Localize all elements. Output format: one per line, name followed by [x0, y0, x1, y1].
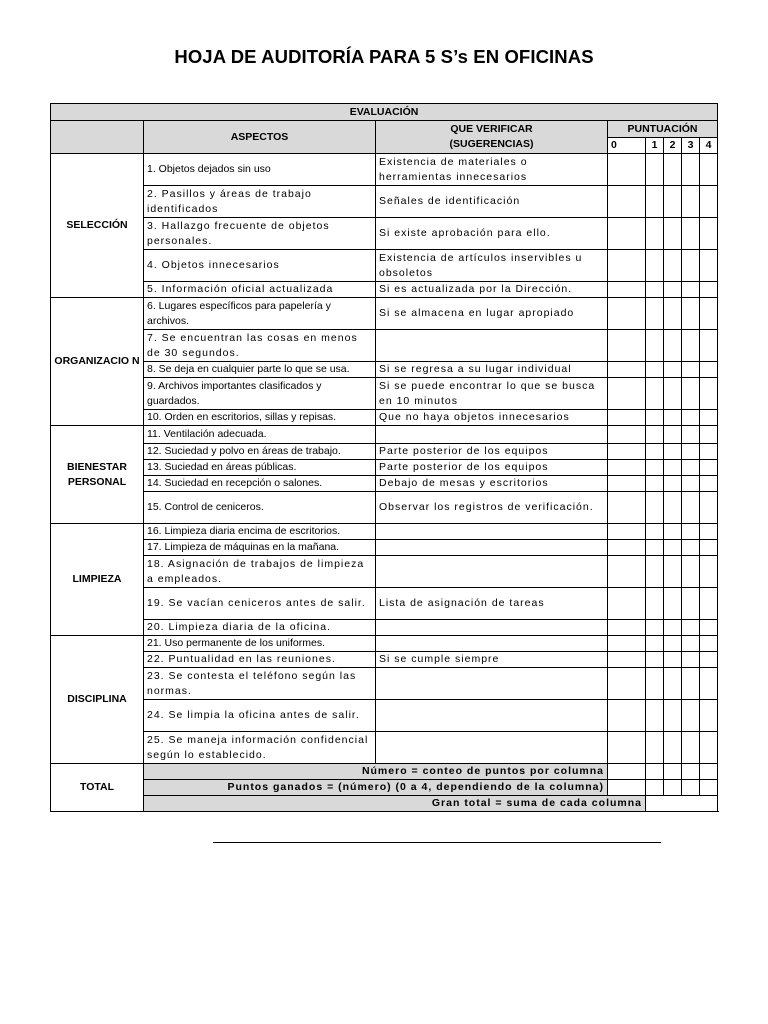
- score-cell-1[interactable]: [646, 524, 664, 540]
- score-cell-1[interactable]: [646, 298, 664, 330]
- aspect-cell: 22. Puntualidad en las reuniones.: [144, 652, 376, 668]
- table-row: [51, 732, 718, 764]
- score-cell-4[interactable]: [700, 218, 718, 250]
- aspect-cell: 3. Hallazgo frecuente de objetos personales.: [144, 218, 376, 250]
- verify-cell: Existencia de artículos inservibles u obsoletos: [376, 250, 608, 282]
- score-cell-0[interactable]: [608, 362, 646, 378]
- total-score-cell-1[interactable]: [646, 764, 664, 780]
- score-cell-4[interactable]: [700, 652, 718, 668]
- table-row: [51, 218, 718, 250]
- score-cell-1[interactable]: [646, 444, 664, 460]
- aspect-cell: 25. Se maneja información confidencial según lo establecido.: [144, 732, 376, 764]
- score-cell-1[interactable]: [646, 154, 664, 186]
- score-cell-3[interactable]: [682, 410, 700, 426]
- total-score-cell-3[interactable]: [682, 764, 700, 780]
- score-cell-3[interactable]: [682, 524, 700, 540]
- verify-cell: Parte posterior de los equipos: [376, 460, 608, 476]
- score-cell-0[interactable]: [608, 732, 646, 764]
- total-score-cell-2[interactable]: [664, 780, 682, 796]
- verify-cell: Existencia de materiales o herramientas innecesarios: [376, 154, 608, 186]
- verify-cell: Si existe aprobación para ello.: [376, 218, 608, 250]
- verify-cell: Si es actualizada por la Dirección.: [376, 282, 608, 298]
- score-cell-0[interactable]: [608, 444, 646, 460]
- verify-cell: [376, 668, 608, 700]
- total-score-cell-0[interactable]: [608, 780, 646, 796]
- score-cell-4[interactable]: [700, 524, 718, 540]
- aspect-cell: 8. Se deja en cualquier parte lo que se usa.: [144, 362, 376, 378]
- table-row: [51, 298, 718, 330]
- verify-cell: Si se almacena en lugar apropiado: [376, 298, 608, 330]
- score-cell-1[interactable]: [646, 620, 664, 636]
- total-description: Número = conteo de puntos por columna: [144, 764, 608, 780]
- score-cell-0[interactable]: [608, 700, 646, 732]
- score-cell-3[interactable]: [682, 700, 700, 732]
- total-score-cell-4[interactable]: [700, 780, 718, 796]
- score-cell-2[interactable]: [664, 700, 682, 732]
- table-row: [51, 492, 718, 524]
- table-row: [51, 652, 718, 668]
- score-cell-0[interactable]: [608, 556, 646, 588]
- score-col-0: 0: [608, 138, 646, 154]
- score-cell-2[interactable]: [664, 492, 682, 524]
- total-description: Puntos ganados = (número) (0 a 4, dependiendo de la columna): [144, 780, 608, 796]
- score-cell-0[interactable]: [608, 652, 646, 668]
- score-cell-2[interactable]: [664, 362, 682, 378]
- score-cell-4[interactable]: [700, 460, 718, 476]
- aspect-cell: 14. Suciedad en recepción o salones.: [144, 476, 376, 492]
- verify-cell: [376, 426, 608, 444]
- score-cell-3[interactable]: [682, 426, 700, 444]
- score-cell-3[interactable]: [682, 476, 700, 492]
- score-cell-2[interactable]: [664, 588, 682, 620]
- score-cell-4[interactable]: [700, 282, 718, 298]
- verify-cell: Señales de identificación: [376, 186, 608, 218]
- score-cell-1[interactable]: [646, 636, 664, 652]
- table-row: [51, 154, 718, 186]
- score-cell-2[interactable]: [664, 186, 682, 218]
- score-cell-4[interactable]: [700, 556, 718, 588]
- evaluacion-header: EVALUACIÓN: [51, 104, 718, 121]
- score-cell-3[interactable]: [682, 378, 700, 410]
- que-verificar-line1: QUE VERIFICAR: [450, 123, 533, 135]
- total-score-cell-1[interactable]: [646, 780, 664, 796]
- table-row: [51, 410, 718, 426]
- score-cell-3[interactable]: [682, 620, 700, 636]
- score-cell-2[interactable]: [664, 282, 682, 298]
- total-score-cell-3[interactable]: [682, 780, 700, 796]
- grand-total-cell[interactable]: [646, 796, 718, 812]
- score-cell-1[interactable]: [646, 476, 664, 492]
- score-cell-1[interactable]: [646, 668, 664, 700]
- score-cell-0[interactable]: [608, 378, 646, 410]
- aspect-cell: 17. Limpieza de máquinas en la mañana.: [144, 540, 376, 556]
- score-cell-0[interactable]: [608, 282, 646, 298]
- score-cell-4[interactable]: [700, 298, 718, 330]
- score-cell-1[interactable]: [646, 362, 664, 378]
- score-cell-4[interactable]: [700, 668, 718, 700]
- aspectos-header: ASPECTOS: [144, 121, 376, 154]
- score-cell-3[interactable]: [682, 330, 700, 362]
- score-cell-2[interactable]: [664, 410, 682, 426]
- score-cell-3[interactable]: [682, 298, 700, 330]
- score-cell-4[interactable]: [700, 378, 718, 410]
- aspect-cell: 21. Uso permanente de los uniformes.: [144, 636, 376, 652]
- aspect-cell: 10. Orden en escritorios, sillas y repisas.: [144, 410, 376, 426]
- score-cell-1[interactable]: [646, 652, 664, 668]
- que-verificar-line2: (SUGERENCIAS): [449, 138, 534, 150]
- score-cell-0[interactable]: [608, 492, 646, 524]
- verify-cell: [376, 620, 608, 636]
- document-title: HOJA DE AUDITORÍA PARA 5 S’s EN OFICINAS: [174, 46, 594, 67]
- verify-cell: Que no haya objetos innecesarios: [376, 410, 608, 426]
- aspect-cell: 18. Asignación de trabajos de limpieza a empleados.: [144, 556, 376, 588]
- total-score-cell-4[interactable]: [700, 764, 718, 780]
- category-label: BIENESTAR PERSONAL: [51, 426, 144, 524]
- score-cell-0[interactable]: [608, 460, 646, 476]
- score-cell-0[interactable]: [608, 668, 646, 700]
- que-verificar-header: [376, 121, 608, 154]
- score-cell-2[interactable]: [664, 154, 682, 186]
- verify-cell: [376, 700, 608, 732]
- score-cell-3[interactable]: [682, 282, 700, 298]
- category-label: SELECCIÓN: [51, 154, 144, 298]
- score-cell-0[interactable]: [608, 620, 646, 636]
- score-cell-3[interactable]: [682, 154, 700, 186]
- verify-cell: [376, 524, 608, 540]
- total-label: TOTAL: [51, 764, 144, 812]
- table-row: [51, 426, 718, 444]
- score-cell-2[interactable]: [664, 378, 682, 410]
- table-row: [51, 460, 718, 476]
- audit-table: [50, 103, 718, 812]
- table-row: [51, 636, 718, 652]
- score-cell-0[interactable]: [608, 154, 646, 186]
- score-cell-3[interactable]: [682, 668, 700, 700]
- puntuacion-header: PUNTUACIÓN: [608, 121, 718, 138]
- table-row: [51, 362, 718, 378]
- verify-cell: Parte posterior de los equipos: [376, 444, 608, 460]
- score-cell-1[interactable]: [646, 378, 664, 410]
- aspect-cell: 13. Suciedad en áreas públicas.: [144, 460, 376, 476]
- verify-cell: [376, 540, 608, 556]
- score-cell-1[interactable]: [646, 556, 664, 588]
- table-row: [51, 250, 718, 282]
- score-cell-0[interactable]: [608, 476, 646, 492]
- score-cell-0[interactable]: [608, 540, 646, 556]
- score-col-4: 4: [700, 138, 718, 154]
- table-row: [51, 186, 718, 218]
- score-cell-4[interactable]: [700, 540, 718, 556]
- verify-cell: Debajo de mesas y escritorios: [376, 476, 608, 492]
- aspect-cell: 1. Objetos dejados sin uso: [144, 154, 376, 186]
- score-cell-0[interactable]: [608, 330, 646, 362]
- aspect-cell: 11. Ventilación adecuada.: [144, 426, 376, 444]
- score-cell-3[interactable]: [682, 444, 700, 460]
- score-col-1: 1: [646, 138, 664, 154]
- score-cell-4[interactable]: [700, 492, 718, 524]
- table-row: [51, 700, 718, 732]
- score-cell-1[interactable]: [646, 330, 664, 362]
- signature-line: [213, 842, 661, 843]
- score-cell-2[interactable]: [664, 218, 682, 250]
- total-row: [51, 780, 718, 796]
- verify-cell: [376, 556, 608, 588]
- verify-cell: Lista de asignación de tareas: [376, 588, 608, 620]
- verify-cell: [376, 732, 608, 764]
- score-cell-3[interactable]: [682, 540, 700, 556]
- aspect-cell: 24. Se limpia la oficina antes de salir.: [144, 700, 376, 732]
- table-row: [51, 588, 718, 620]
- total-description: Gran total = suma de cada columna: [144, 796, 646, 812]
- aspect-cell: 6. Lugares específicos para papelería y archivos.: [144, 298, 376, 330]
- table-row: [51, 476, 718, 492]
- aspect-cell: 23. Se contesta el teléfono según las normas.: [144, 668, 376, 700]
- aspect-cell: 5. Información oficial actualizada: [144, 282, 376, 298]
- score-cell-4[interactable]: [700, 250, 718, 282]
- score-cell-3[interactable]: [682, 588, 700, 620]
- score-cell-0[interactable]: [608, 636, 646, 652]
- score-cell-1[interactable]: [646, 732, 664, 764]
- score-cell-3[interactable]: [682, 556, 700, 588]
- score-cell-2[interactable]: [664, 540, 682, 556]
- score-cell-2[interactable]: [664, 668, 682, 700]
- score-cell-2[interactable]: [664, 426, 682, 444]
- score-cell-1[interactable]: [646, 426, 664, 444]
- total-row: [51, 796, 718, 812]
- score-cell-4[interactable]: [700, 362, 718, 378]
- score-cell-2[interactable]: [664, 652, 682, 668]
- score-cell-3[interactable]: [682, 636, 700, 652]
- score-cell-4[interactable]: [700, 588, 718, 620]
- score-cell-3[interactable]: [682, 186, 700, 218]
- score-cell-1[interactable]: [646, 460, 664, 476]
- verify-cell: Observar los registros de verificación.: [376, 492, 608, 524]
- score-cell-3[interactable]: [682, 492, 700, 524]
- score-cell-2[interactable]: [664, 636, 682, 652]
- score-cell-0[interactable]: [608, 524, 646, 540]
- score-cell-2[interactable]: [664, 620, 682, 636]
- score-cell-4[interactable]: [700, 732, 718, 764]
- table-row: [51, 524, 718, 540]
- score-cell-2[interactable]: [664, 732, 682, 764]
- score-cell-1[interactable]: [646, 282, 664, 298]
- table-row: [51, 378, 718, 410]
- score-cell-2[interactable]: [664, 250, 682, 282]
- verify-cell: [376, 330, 608, 362]
- score-cell-4[interactable]: [700, 186, 718, 218]
- aspect-cell: 16. Limpieza diaria encima de escritorios.: [144, 524, 376, 540]
- aspect-cell: 19. Se vacían ceniceros antes de salir.: [144, 588, 376, 620]
- aspect-cell: 7. Se encuentran las cosas en menos de 30 segundos.: [144, 330, 376, 362]
- score-cell-3[interactable]: [682, 218, 700, 250]
- verify-cell: Si se cumple siempre: [376, 652, 608, 668]
- aspect-cell: 4. Objetos innecesarios: [144, 250, 376, 282]
- score-cell-1[interactable]: [646, 250, 664, 282]
- total-score-cell-0[interactable]: [608, 764, 646, 780]
- score-col-3: 3: [682, 138, 700, 154]
- score-cell-0[interactable]: [608, 250, 646, 282]
- verify-cell: Si se regresa a su lugar individual: [376, 362, 608, 378]
- score-cell-0[interactable]: [608, 298, 646, 330]
- score-cell-4[interactable]: [700, 636, 718, 652]
- score-cell-3[interactable]: [682, 362, 700, 378]
- score-cell-0[interactable]: [608, 426, 646, 444]
- aspect-cell: 9. Archivos importantes clasificados y guardados.: [144, 378, 376, 410]
- score-cell-2[interactable]: [664, 476, 682, 492]
- score-cell-4[interactable]: [700, 444, 718, 460]
- table-row: [51, 620, 718, 636]
- score-cell-2[interactable]: [664, 330, 682, 362]
- category-label: DISCIPLINA: [51, 636, 144, 764]
- aspect-cell: 2. Pasillos y áreas de trabajo identificados: [144, 186, 376, 218]
- score-cell-4[interactable]: [700, 426, 718, 444]
- category-header-blank: [51, 121, 144, 154]
- category-label: LIMPIEZA: [51, 524, 144, 636]
- score-cell-1[interactable]: [646, 410, 664, 426]
- aspect-cell: 15. Control de ceniceros.: [144, 492, 376, 524]
- score-cell-0[interactable]: [608, 410, 646, 426]
- score-cell-4[interactable]: [700, 154, 718, 186]
- aspect-cell: 20. Limpieza diaria de la oficina.: [144, 620, 376, 636]
- score-cell-2[interactable]: [664, 556, 682, 588]
- score-cell-1[interactable]: [646, 540, 664, 556]
- score-col-2: 2: [664, 138, 682, 154]
- score-cell-3[interactable]: [682, 732, 700, 764]
- score-cell-0[interactable]: [608, 588, 646, 620]
- score-cell-2[interactable]: [664, 298, 682, 330]
- score-cell-4[interactable]: [700, 620, 718, 636]
- score-cell-3[interactable]: [682, 652, 700, 668]
- score-cell-2[interactable]: [664, 460, 682, 476]
- table-row: [51, 282, 718, 298]
- score-cell-4[interactable]: [700, 700, 718, 732]
- verify-cell: Si se puede encontrar lo que se busca en 10 minutos: [376, 378, 608, 410]
- verify-cell: [376, 636, 608, 652]
- aspect-cell: 12. Suciedad y polvo en áreas de trabajo.: [144, 444, 376, 460]
- table-row: [51, 540, 718, 556]
- score-cell-2[interactable]: [664, 524, 682, 540]
- table-row: [51, 556, 718, 588]
- category-label: ORGANIZACIO N: [51, 298, 144, 426]
- table-row: [51, 444, 718, 460]
- table-row: [51, 668, 718, 700]
- score-cell-0[interactable]: [608, 186, 646, 218]
- score-cell-3[interactable]: [682, 250, 700, 282]
- score-cell-0[interactable]: [608, 218, 646, 250]
- score-cell-1[interactable]: [646, 492, 664, 524]
- score-cell-4[interactable]: [700, 330, 718, 362]
- score-cell-4[interactable]: [700, 410, 718, 426]
- score-cell-1[interactable]: [646, 588, 664, 620]
- score-cell-1[interactable]: [646, 700, 664, 732]
- score-cell-1[interactable]: [646, 218, 664, 250]
- score-cell-3[interactable]: [682, 460, 700, 476]
- score-cell-1[interactable]: [646, 186, 664, 218]
- score-cell-4[interactable]: [700, 476, 718, 492]
- total-score-cell-2[interactable]: [664, 764, 682, 780]
- table-row: [51, 330, 718, 362]
- total-row: [51, 764, 718, 780]
- score-cell-2[interactable]: [664, 444, 682, 460]
